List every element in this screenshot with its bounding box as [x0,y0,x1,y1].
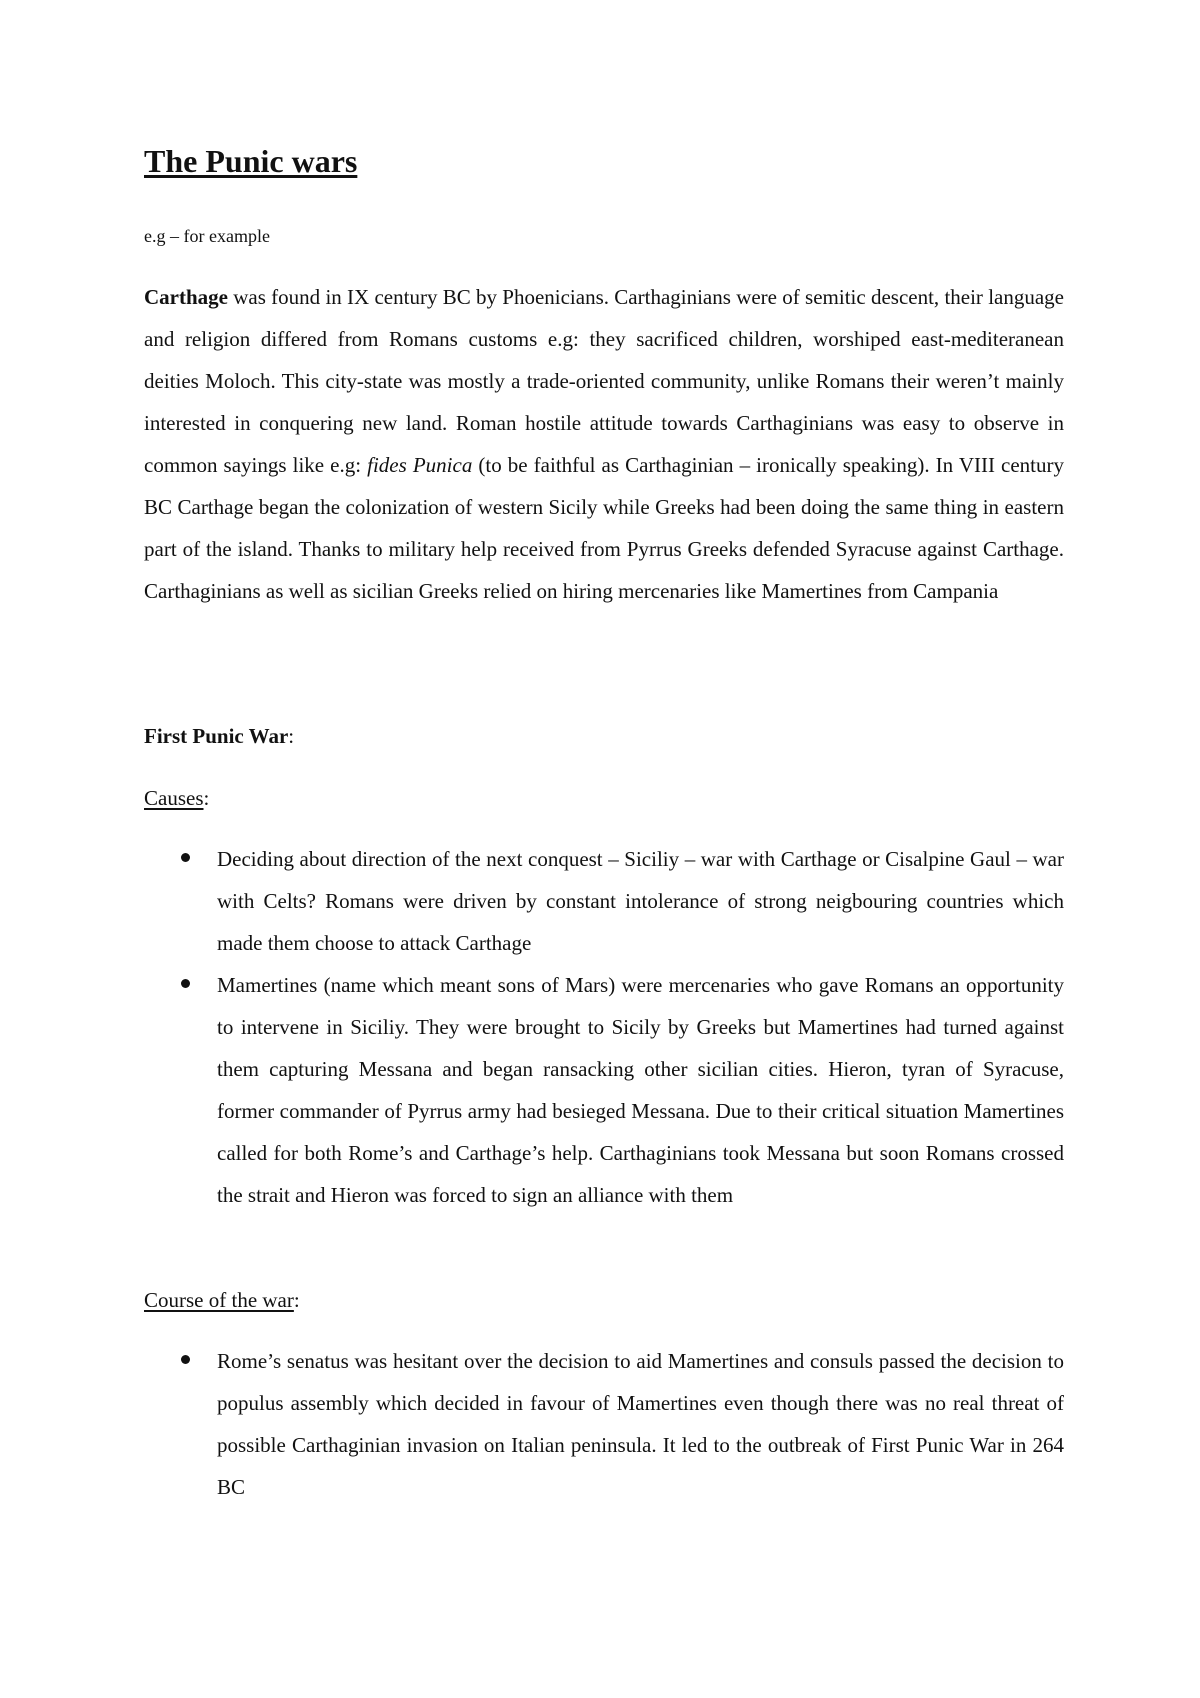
bullet-icon [181,1355,190,1364]
intro-text-part2: (to be faithful as Carthaginian – ironically speaking). In VIII century BC Carthage began the colonization of western Sicily while Greeks had been doing the same thing in eastern part of the island. Thanks to military help received from Pyrrus Greeks defended Syracuse against Carthage. Carthaginians as well as sicilian Greeks relied on hiring mercenaries like Mamertines from Campania [144,453,1064,603]
course-list [144,1340,1064,1508]
bullet-icon [181,979,190,988]
causes-item-text: Mamertines (name which meant sons of Mars) were mercenaries who gave Romans an opportunity to intervene in Siciliy. They were brought to Sicily by Greeks but Mamertines had turned against them capturing Messana and began ransacking other sicilian cities. Hieron, tyran of Syracuse, former commander of Pyrrus army had besieged Messana. Due to their critical situation Mamertines called for both Rome’s and Carthage’s help. Carthaginians took Messana but soon Romans crossed the strait and Hieron was forced to sign an alliance with them [217,973,1064,1207]
list-item [144,964,1064,1216]
causes-heading-text: Causes [144,786,204,810]
first-war-heading-suffix: : [288,724,295,748]
first-war-heading [144,724,294,749]
abbreviation-note: e.g – for example [144,226,270,246]
intro-text-part1: was found in IX century BC by Phoenicians. Carthaginians were of semitic descent, their language and religion differed from Romans customs e.g: they sacrificed children, worshiped east-mediteranean deities Moloch. This city-state was mostly a trade-oriented community, unlike Romans their weren’t mainly interested in conquering new land. Roman hostile attitude towards Carthaginians was easy to observe in common sayings like e.g: [144,285,1064,477]
course-item-text: Rome’s senatus was hesitant over the decision to aid Mamertines and consuls passed the decision to populus assembly which decided in favour of Mamertines even though there was no real threat of possible Carthaginian invasion on Italian peninsula. It led to the outbreak of First Punic War in 264 BC [217,1349,1064,1499]
list-item [144,1340,1064,1508]
first-war-heading-text: First Punic War [144,724,289,748]
intro-italic-phrase: fides Punica [367,453,473,477]
intro-lead-term: Carthage [144,285,228,309]
course-heading-text: Course of the war [144,1288,294,1312]
list-item [144,838,1064,964]
causes-list [144,838,1064,1216]
intro-paragraph [144,276,1064,612]
course-heading [144,1288,300,1313]
causes-heading-suffix: : [203,786,210,810]
bullet-icon [181,853,190,862]
course-heading-suffix: : [293,1288,300,1312]
causes-item-text: Deciding about direction of the next conquest – Siciliy – war with Carthage or Cisalpine Gaul – war with Celts? Romans were driven by constant intolerance of strong neigbouring countries which made them choose to attack Carthage [217,847,1064,955]
causes-heading [144,786,209,811]
document-title: The Punic wars [144,143,358,179]
